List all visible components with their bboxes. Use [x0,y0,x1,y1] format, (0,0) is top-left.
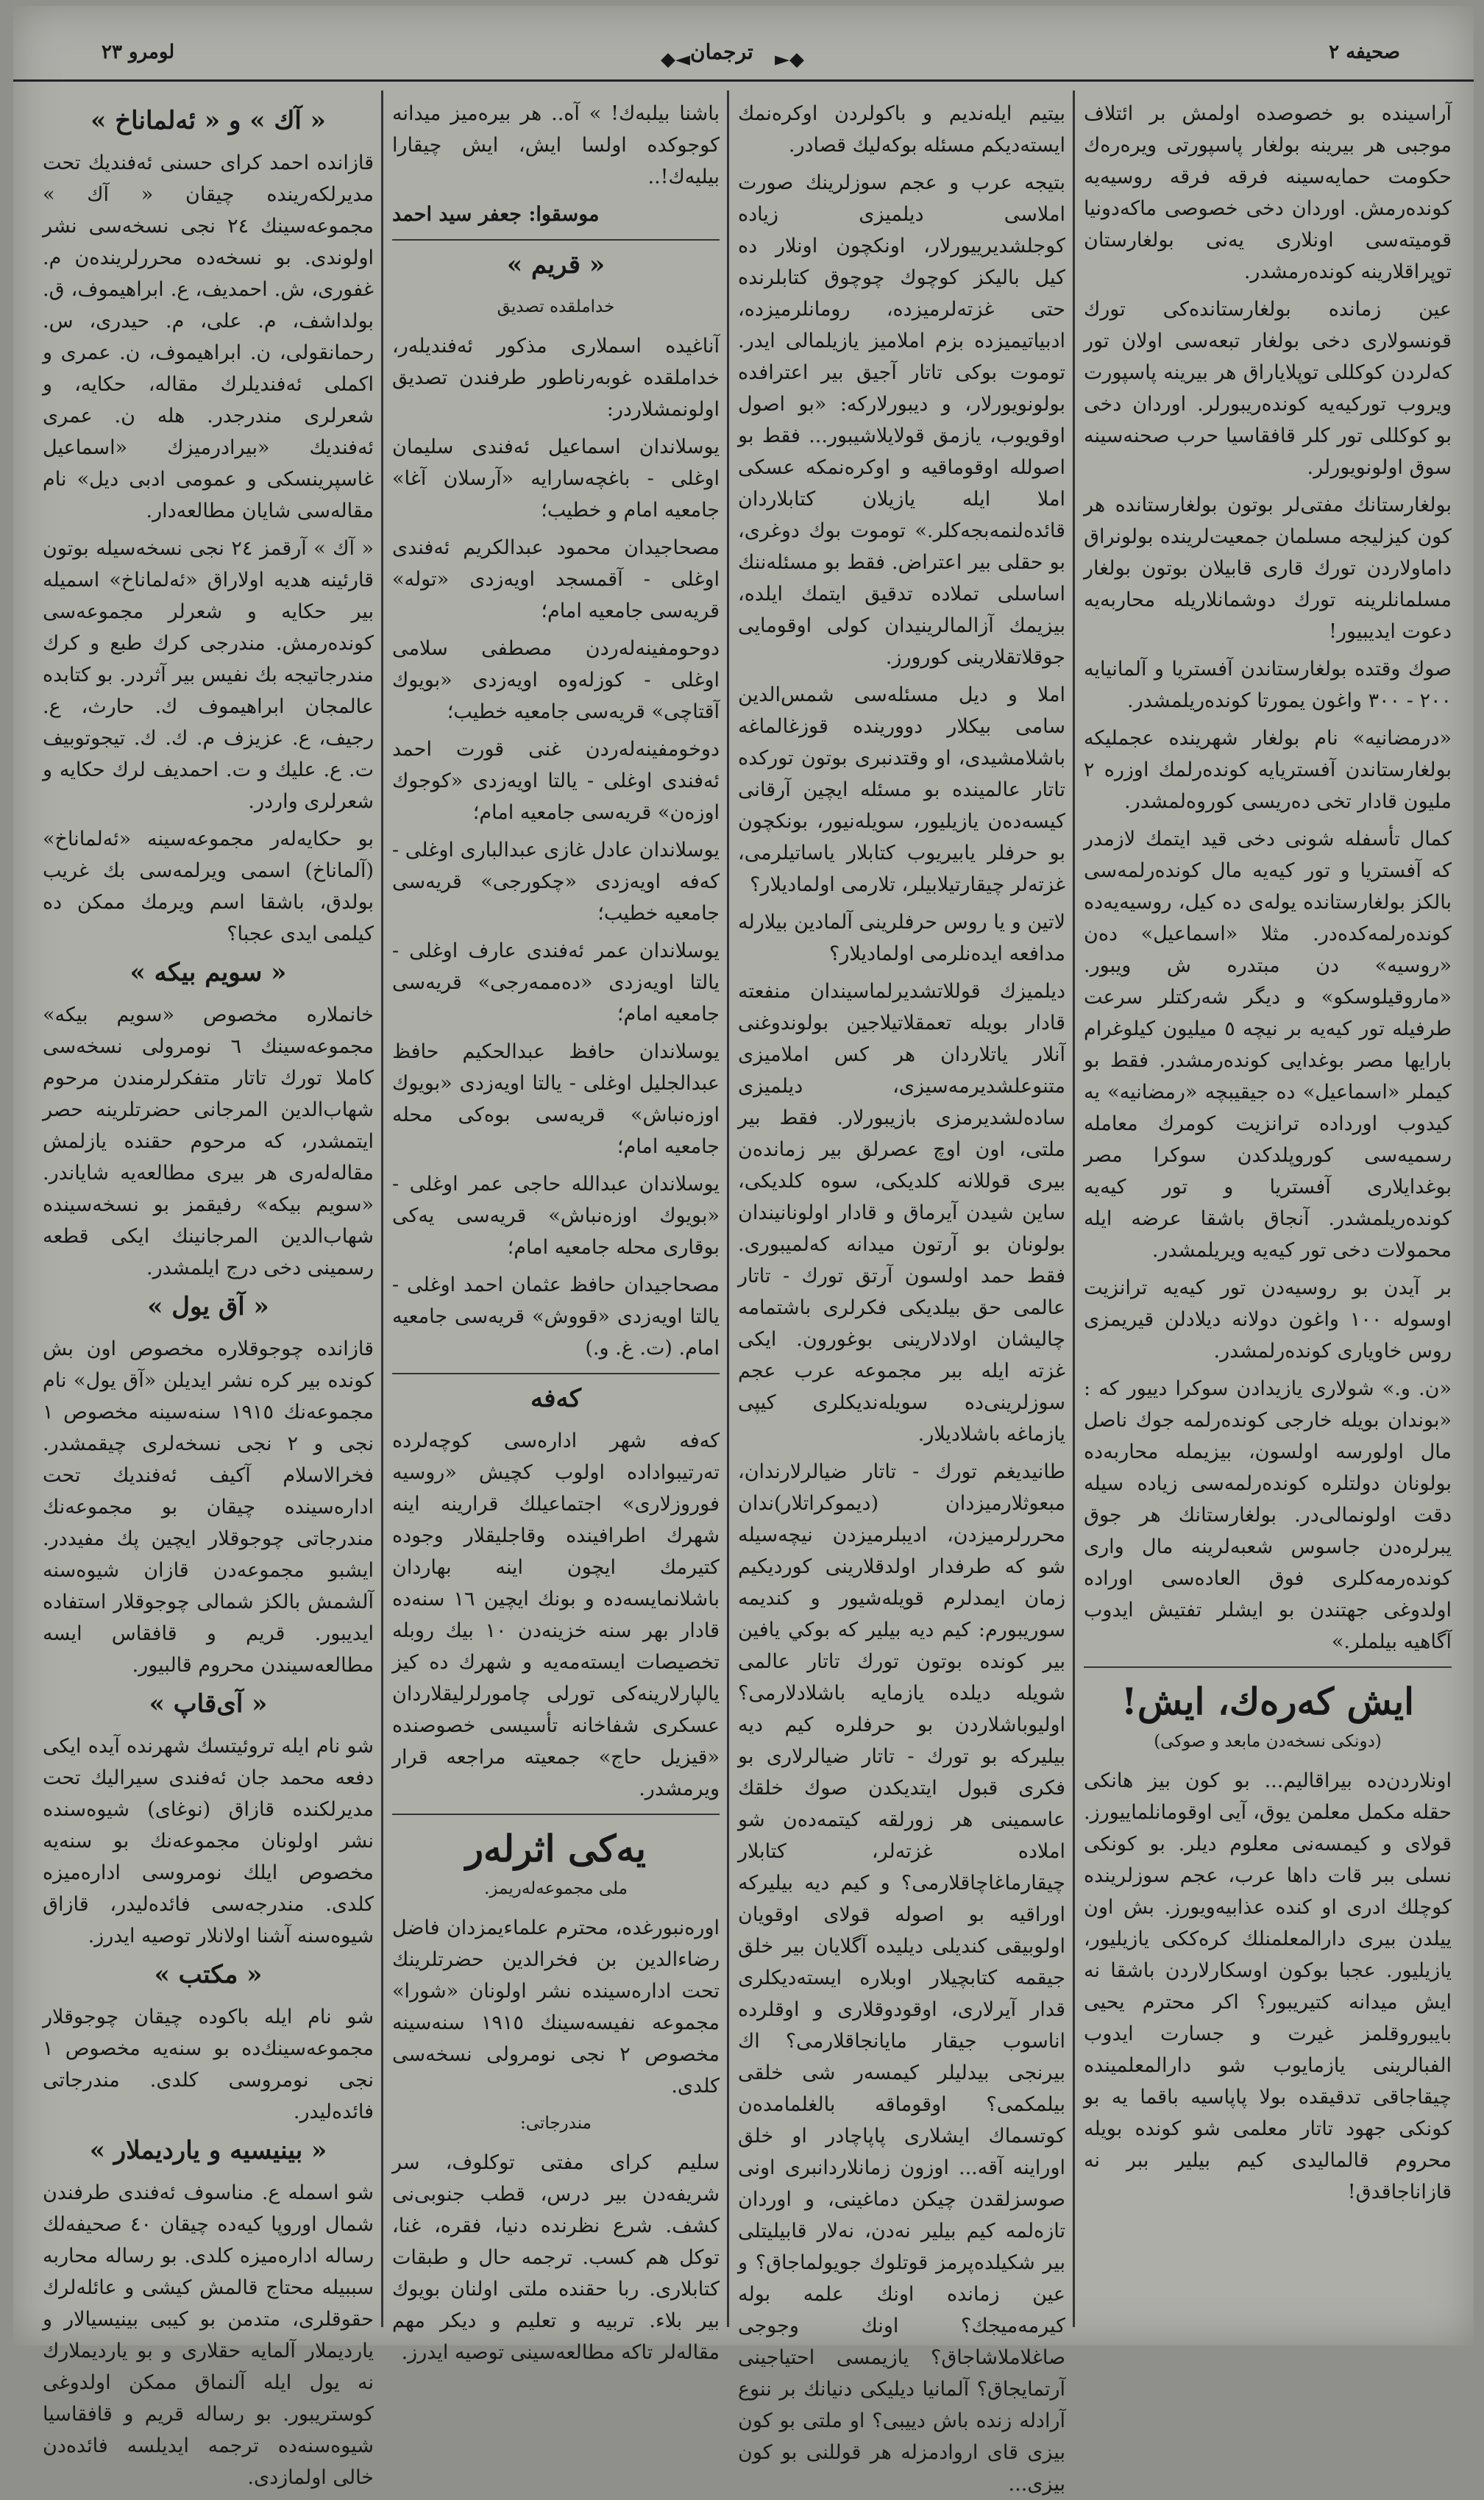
news-paragraph: طانيديغم تورك - تاتار ضيالرلارندان، مبعوثلارميزدان (ديموكراتلار)ندان محررلرميزدن، اديبلرميزدن نيچه‌سيله شو كه طرفدار اولدقلارينى كورديكيم زمان ايمدلرم قويله‌شيور و كنديمه سوريبورم: كيم ديه بيلير كه بوكي يافين بير كونده بوتون تورك تاتار عالمى شويله ديلده يازمايه باشلادلارمى؟ اوليوباشلاردن بو حرفلره كيم ديه بيليركه بو تورك - تاتار ضيالرلارى بو فكرى قبول ايتديكدن صوك خلقك عاسمينى هر زورلقه كيتمه‌ده‌ن شو املاده غزته‌لر، كتابلار چيقارماغاچاقلارمى؟ و كيم ديه بيليركه اوراقيه بو اصوله قولاى اوقويان اولوبيقى كنديلى ديليده آگلايان بير خلق جيقمه كتابچيلار اوبلاره ايسته‌ديكلرى قدار آيرلارى، اوقودوقلارى و اوقلرده اناسوب جيقار مايانجاقلارمى؟ اك بيرنجى بيدليلر كيمسه‌ر شى خلقى بيلمكمى؟ اوقوماقه بالغلمامده‌ن كوتسماك ايشلارى پاپاچادر او خلق اوراينه آقه... اوزون زمانلاردانبرى اونى صوسزلقدن چيكن دماغينى، و اوردان تازه‌لمه كيم بيلير نه‌دن، نه‌لار قابيليتلى بير شكيلده‌پرمز قوتلوك جويولماجاق؟ و عين زمانده اونك علمه بوله كيرمه‌ميجك؟ اونك وجوجى صاغلاملاشاجاق؟ يازيمسى احتياجينى آرتمايجاق؟ آلمانيا ديليكى دنيانك بر ننوع آرادله زنده باش دييبى؟ او ملتى بو كون بيزى قاى اروادمزله هر قوللنى بو كون بيزى... [738,1460,1065,2496]
column-divider [1073,90,1075,2327]
article-body [1084,1765,1452,2208]
section-heading: يەكى اثرلەر [465,1827,647,1870]
news-paragraph: شو نام ايله تروئيتسك شهرنده آيده ايكى دفعه محمد جان ئه‌فندى سيراليك تحت مديرلكنده قازاق (نوغاى) شيوه‌سنده نشر اولونان مجموعه‌نك بو سنه‌يه مخصوص ايلك نومروسى ادارەميزه كلدى. مندرجه‌سى فائده‌ليدر، قازاق شيوه‌سنه آشنا اولانلار توصيه ايدرز. [43,1735,374,1947]
news-paragraph: بو حكايه‌لەر مجموعه‌سينه «ئەلماناخ» (آلماناخ) اسمى ويرلمه‌سى بك غريب بولدق، باشقا اسم ويرمك ممكن ده كيلمى ايدى عجبا؟ [43,828,374,945]
news-paragraph: شو اسمله ع. مناسوف ئه‌فندى طرفندن شمال اوروپا كيه‌ده چيقان ٤٠ صحيفه‌لك رساله ادارەميزه كلدى. بو رساله محاربه سببيله محتاج قالمش كيشى و عائله‌لرك حقوقلرى، متدمن بو كيبى بينيسيالار و يارديملار آلمايه حقلارى و بو يارديملارك نه يول ايله آلنماق ممكن اولدوغى كوستريبور. بو رساله قريم و قافقاسيا شيوه‌سنه‌ده ترجمه ايديلسه فائده‌دن خالى اولمازدى. [43,2181,374,2489]
section-subheading: خداملقده تصديق [497,297,615,316]
page-number: صحيفه ٢ [1329,41,1400,63]
column-divider [381,90,383,2327]
article-heading: ايش كەرەك، ايش! [1121,1680,1415,1723]
news-paragraph: «ن. و.» شولارى يازيدادن سوكرا دييور كه : «بوندان بويله خارجى كوندەرلمه جوك ناصل مال اولورسه اولسون، بيزيمله محاربه‌ده بولونان دولتلره كوندەرلمه‌سى زياده سيله دقت اولونمالى‌در. بولغارستانك هر جوق يبرلره‌دن جاسوس شعبه‌لرينه مال وارى كوندەرمه‌كلرى فوق العاده‌سى اوراده اولدوغى جهتندن بو ايشلر تفتيش ايدوب آگاهيه بيلملر.» [1084,1377,1452,1653]
column-1 [1084,98,1452,2320]
news-paragraph: شو نام ايله باكوده چيقان چوجوقلار مجموعه‌سينك‌ده بو سنه‌يه مخصوص ١ نجى نومروسى كلدى. مندرجاتى فائده‌ليدر. [43,2006,374,2123]
news-paragraph: صوك وقتده بولغارستاندن آفستريا و آلمانيايه ٢٠٠ - ٣٠٠ واغون يمورتا كوندەريلمشدر. [1084,658,1452,712]
appointment-item: دوحومفينه‌لەردن مصطفى سلامى اوغلى - كوزلەوه اويه‌زدى «بويوك آقتاچى» قريه‌سى جامعيه خطيب؛ [392,637,720,723]
news-paragraph: اوره‌نبورغده، محترم علماءيمزدان فاضل رضاءالدين بن فخرالدين حضرتلرينك تحت ادارەسينده نشر اولونان «شورا» مجموعه نفيسه‌سينك ١٩١٥ سنه‌سينه مخصوص ٢ نجى نومرولى نسخه‌سى كلدى. [392,1917,720,2098]
news-paragraph: لاتين و يا روس حرفلرينى آلمادين بيلارله مدافعه ايدەنلرمى اولماديلار؟ [738,911,1065,965]
column-3 [392,98,720,2364]
column-2 [738,98,1065,2496]
article-body [738,98,1065,2500]
news-paragraph: بتيجه عرب و عجم سوزلرينك صورت املاسى ديلميزى زياده كوجلشديرييورلار، اونكچون اونلار ده كيل باليكز كوچوك چوچوق كتابلرنده حتى غزته‌لرميزده، رومانلرميزده، ادبياتيميزده بزم املاميز يازيلمالى ايدر. توموت بوكى تاتار آجيق بير اعترافده بولونويورلار، و ديبورلاركه: «بو اصول اوقويوب، يازمق قولايلاشيبور... فقط بو اصولله اوقوماقيه و اوكرەنمكه عسكى املا ايله يازيلان كتابلاردان قائدەلنمه‌بجه‌كلر.» توموت بوك دوغرى، بو حقلى بير اعتراض. فقط بو مسئله‌ننك اساسلى تملاده تدقيق ايتمك ايلده، بيزيمك آزالمالرينيدان كولى اوقومايى جوقلاتقلارينى كورورز. [738,171,1065,669]
news-paragraph: بولغارستانك مفتى‌لر بوتون بولغارستانده هر كون كيزليجه مسلمان جمعيت‌لرينده بولونراق داماولاردن تورك قارى قابيلان بوتون بولغار مسلمانلرينه تورك دوشمانلاريله محاربه‌يه دعوت ايديبيور! [1084,494,1452,643]
appointment-item: يوسلاندان عمر ئه‌فندى عارف اوغلى - يالتا اويه‌زدى «دەممەرجى» قريه‌سى جامعيه امام؛ [392,940,720,1026]
news-paragraph: خانملاره مخصوص «سويم بيكه» مجموعه‌سينك ٦ نومرولى نسخه‌سى كاملا تورك تاتار متفكرلرمندن مرحوم شهاب‌الدين المرجانى حضرتلرينه حصر ايتمشدر، كه مرحوم حقنده يازلمش مقاله‌لەرى هر بيرى مطالعه‌يه شاياندر. «سويم بيكه» رفيقمز بو نسخه‌سينده شهاب‌الدين المرجانينك ايكى قطعه رسمينى دخى درج ايلمشدر. [43,1004,374,1279]
section-heading: كەفە [530,1384,581,1413]
section-heading: « سويم بيكه » [129,958,287,987]
news-paragraph: قازانده احمد كراى حسنى ئه‌فنديك تحت مديرلكه‌رينده چيقان « آك » مجموعه‌سينك ٢٤ نجى نسخه‌سى نشر اولوندى. بو نسخه‌ده محررلرينده‌ن م. غفورى، ش. احمديف، ع. ابراهيموف، ق. بولداشف، م. على، م. حيدرى، س. رحمانقولى، ن. ابراهيموف، ن. عمرى و اكملى ئه‌فنديلرك مقاله، حكايه، و شعرلرى مندرجدر. هله ن. عمرى ئه‌فنديك «بيرادرميزك «اسماعيل غاسپرينسكى و عمومى ادبى ديل» نام مقاله‌سى شايان مطالعه‌دار. [43,152,374,522]
news-paragraph: كمال تأسفله شونى دخى قيد ايتمك لازمدر كه آفستريا و تور كيه‌يه مال كوندەرلمه‌سى بالكز بولغارستانده يوله‌ى ده كيل، روسيه‌يه‌ده كوندەرلمه‌كده‌در. مثلا «اسماعيل» ده‌ن «روسيه» دن مبتدره ش ويبور. «ماروقيلوسكو» و ديگر شەركتلر سرعت طرفيله تور كيه‌يه بر نيچه ٥ ميليون كيلوغرام بارايها مصر بوغدايى كوندەرمشدر. فقط بو كيملر «اسماعيل» ده جيقيبچه «رمضانيه» يه كيدوب اورداده ترانزيت كومرك معامله رسميه‌سى كوروپلدكدن سوكرا مصر بوغدايلارى آفستريا و تور كيه‌يه كوندەريلمشدر. آنجاق باشقا عرضه ايله محمولات دخى تور كيه‌يه ويريلمشدر. [1084,828,1452,1262]
section-heading: « بينيسيه و يارديملار » [89,2136,327,2165]
paper-title: ترجمان [690,40,753,64]
news-paragraph: كه‌فه شهر ادارەسى كوچەلردە تەرتيبواداده اولوب كچيش «روسيه فوروزلارى» اجتماعيلك قرارينه اينه شهرك اطرافينده وقاجليقلار وجوده كتيرمك ايچون اينه بهاردان باشلانمايسه‌ده و بونك ايچين ١٦ سنه‌ده قادار بهر سنه خزينه‌دن ١٠ بيك روبله تخصيصات ايسته‌مه‌يه و شهرك دە كيز يالپارلارينه‌كى تورلى چامورلرليقلاردان عسكرى شفاخانه تأسيسى خصوصنده «قيزيل حاج» جمعيته مراجعه قرار ويرمشدر. [392,1430,720,1800]
article-subheading: (دونكى نسخه‌دن مابعد و صوكى) [1154,1732,1382,1751]
section-heading: « آك » و « ئەلماناخ » [90,106,326,135]
news-paragraph: عين زمانده بولغارستانده‌كى تورك قونسولارى دخى بولغار تبعه‌سى اولان تور كه‌لردن كوكللى توپلاياراق هر بيرينه پاسپورت ويروب توركيه‌يه كوندەريبورلر. اوردان دخى بو كوكللى تور كلر قافقاسيا حرب صحنه‌سينه سوق اولونويورلر. [1084,298,1452,479]
issue-number: لومرو ٢٣ [102,41,175,63]
news-paragraph: سليم كراى مفتى توكلوف، سر شريفه‌دن بير درس، قطب جنوبى‌نى كشف. شرع نظرنده دنيا، فقره، غنا، توكل هم كسب. ترجمه حال و طبقات كتابلارى. ربا حقنده ملتى اولنان بويوك بير بلاء. تربيه و تعليم و ديكر مهم مقاله‌لر تاكه مطالعه‌سينى توصيه ايدرز. [392,2151,720,2364]
article-body [1084,98,1452,1658]
column-divider [727,90,729,2327]
column-4 [43,98,374,2489]
appointment-list [392,431,720,1364]
section-heading: « آى‌قاپ » [149,1689,268,1719]
author-signature: موسقوا: جعفر سيد احمد [392,203,600,226]
appointment-item: يوسلاندان حافظ عبدالحكيم حافظ عبدالجليل اوغلى - يالتا اويه‌زدى «بويوك اوزەنباش» قريه‌سى بوه‌كى محله جامعيه امام؛ [392,1040,720,1158]
ornament-right-icon: ◆► [775,49,804,71]
news-paragraph: اونلاردن‌ده بيراقاليم... بو كون بيز هانكى حقله مكمل معلمن يوق، آيى اوقومانلماييورز. قولاى و كيمسەنى معلوم ديلر. بو كونكى نسلى ببر قات داها عرب، عجم سوزلرينده كوچلك ادرى او كنده عذابيه‌ويورز. بش اون ييلدن بيرى دارالمعلمنلك كره‌ككى يازيليور، يازيليور. عجبا بوكون اوسكارلاردن باشقا نه ايش ميدانه كتيريبور؟ اكر محترم يحيى بايبوروقلمز غيرت و جسارت ايدوب الفبالرينى يازمايوب شو دارالمعلمينده چيقاجاقى تدقيقده بولا پاپاسيه باقما يه بو كونكى جهود تاتار معلمى شو كونده بويله محروم قالماليدى كيم بيلير ببر نه قازاناجاقدق! [1084,1769,1452,2204]
news-paragraph: «درمضانيه» نام بولغار شهرينده عجمليكه بولغارستاندن آفستريايه كوندەرلمك اوزره ٢ مليون قادار تخى دەريسى كوروەلمشدر. [1084,727,1452,813]
section-heading: « قريم » [506,250,606,280]
ornament-left-icon: ◄◆ [661,49,690,71]
section-subheading: ملى مجموعه‌لەريمز. [484,1879,628,1898]
article-continuation: باشنا بيلبه‌ك! » آه.. هر بيرەميز ميدانه كوجوكده اولسا ايش، ايش چيقارا بيليه‌ك!.. [392,102,720,188]
news-paragraph: ديلميزك قوللاتشديرلماسيندان منفعته قادار بويله تعمقلاتيلاجين بولوندوغنى آنلار ياتلاردان هر كس املاميزى متنوعلشديرمه‌سيزى، ديلميزى ساده‌لشديرمزى بازيبورلار. فقط بير ملتى، اون اوچ عصرلق بير زمانده‌ن بيرى قوللانه كلديكى، سوه كلديكى، ساين شيدن آيرماق و قادار اولونانيندان بولونان بو آرتون ميدانه كه‌لميبورى. فقط حمد اولسون آرتق تورك - تاتار عالمى حق بيلديكى فكرلرى باشتمامه چاليشان اولادلارينى بوغورون. ايكى غزته ايله ببر مجموعه عرب عجم سوزلرينى‌ده سويله‌نديكلرى كيپى يازماغه باشلاديلار. [738,980,1065,1446]
section-heading: « مكتب » [154,1960,263,1989]
page-header [13,35,1474,82]
divider [392,1814,720,1815]
section-intro: آناغيده اسملارى مذكور ئه‌فنديلەر، خداملقده غوبەرناطور طرفندن تصديق اولونمشلاردر: [392,335,720,421]
news-paragraph: قازانده چوجوقلاره مخصوص اون بش كونده بير كره نشر ايديلن «آق يول» نام مجموعه‌نك ١٩١٥ سنه‌سينه مخصوص ١ نجى و ٢ نجى نسخه‌لرى چيقمشدر. فخرالاسلام آكيف ئه‌فنديك تحت ادارەسينده چيقان بو مجموعه‌نك مندرجاتى چوجوقلار ايچين پك مفيددر. ايشبو مجموعه‌دن قازان شيوه‌سنه آلشمش بالكز شمالى چوجوقلار استفاده ايديبور. قريم و قافقاس ايسه مطالعه‌سيندن محروم قالبيور. [43,1338,374,1677]
appointment-item: يوسلاندان اسماعيل ئه‌فندى سليمان اوغلى - باغچه‌سارايه «آرسلان آغا» جامعيه امام و خطيب؛ [392,436,720,522]
divider [1084,1666,1452,1668]
newspaper-page [13,6,1474,2496]
section-subheading: مندرجاتى: [520,2114,592,2133]
appointment-item: دوخومفينه‌لەردن غنى قورت احمد ئه‌فندى اوغلى - يالتا اويه‌زدى «كوجوك اوزەن» قريه‌سى جامعيه امام؛ [392,738,720,824]
appointment-item: مصحاجيدان محمود عبدالكريم ئه‌فندى اوغلى - آقمسجد اويه‌زدى «تولە» قريه‌سى جامعيه امام؛ [392,536,720,622]
news-paragraph: بر آيدن بو روسيه‌دن تور كيه‌يه ترانزيت اوسوله ١٠٠ واغون دولانه ديلادلن قيريمزى روس خاويارى كوندەرلمشدر. [1084,1276,1452,1363]
news-paragraph: « آك » آرقمز ٢٤ نجى نسخه‌سيله بوتون قارئينه هديه اولاراق «ئەلماناخ» اسميله بير حكايه و شعرلر مجموعه‌سى كوندەرمش. مندرجى كرك طبع و كرك مندرجاتيجه بك نفيس بير آثردر. بو كتابده عالمجان ابراهيموف ك. حارث، ع. رجيف، ع. عزيزف م. ك. ك. تيجوتوبيف ت. ع. عليك و ت. احمديف لرك حكايه و شعرلرى واردر. [43,537,374,813]
divider [392,239,720,241]
news-paragraph: بيتيم ايله‌نديم و باكولردن اوكرەنمك ايسته‌ديكم مسئله بوكه‌ليك قصادر. [738,102,1065,157]
section-heading: « آق يول » [147,1292,269,1321]
news-paragraph: املا و ديل مسئله‌سى شمس‌الدين سامى بيكلار دوورينده قوزغالماغه باشلامشيدى، او وقتدنبرى بوتون توركده تاتار عالمينده بو مسئله ايچين آرقانى كيسه‌ده‌ن يازيليور، سويله‌نيور، بونكچون بو حرفلر يابيريوب كتابلار ياساتيلرمى، غزته‌لر چيقارتيلابيلر، تلارمى اولماديلار؟ [738,683,1065,896]
divider [392,1373,720,1374]
appointment-item: يوسلاندان عبدالله حاجى عمر اوغلى - «بويوك اوزەنباش» قريه‌سى يه‌كى بوقارى محله جامعيه امام؛ [392,1173,720,1259]
news-paragraph: آراسينده بو خصوصده اولمش بر ائتلاف موجبى هر بيرينه بولغار پاسپورتى ويرەرەك حكومت حمايه‌سينه فرقه فرقه روسيه‌يه كوندەرمش. اوردان دخى خصوصى ماكه‌دونيا قوميته‌سى اونلارى يه‌نى بولغارستان توپراقلارينه كوندەرمشدر. [1084,102,1452,283]
appointment-item: يوسلاندان عادل غازى عبدالبارى اوغلى - كه‌فه اويه‌زدى «چكورجى» قريه‌سى جامعيه خطيب؛ [392,839,720,925]
appointment-item: مصحاجيدان حافظ عثمان احمد اوغلى - يالتا اويه‌زدى «قووش» قريه‌سى جامعيه امام. (ت. غ. و.) [392,1274,720,1360]
